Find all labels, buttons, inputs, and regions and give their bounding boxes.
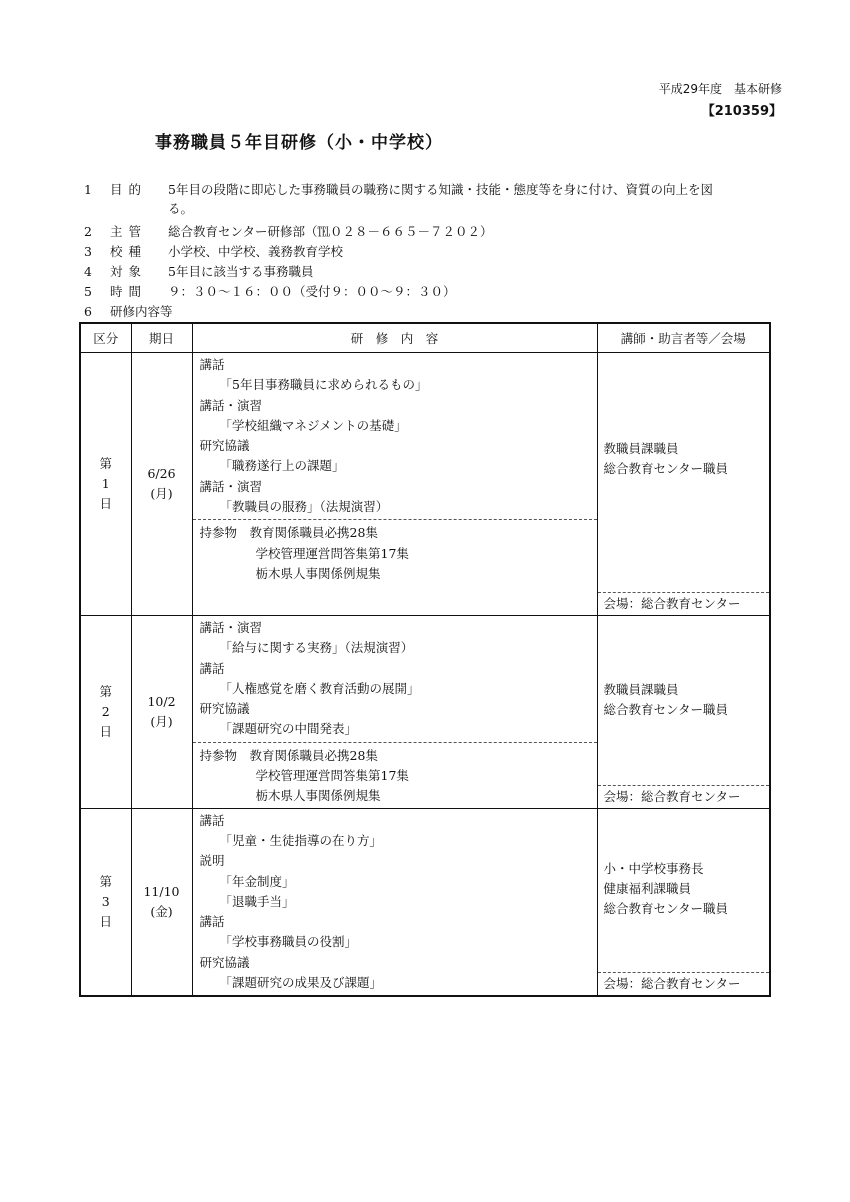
content-line: 講話 — [199, 357, 225, 372]
weekday: (金) — [150, 904, 173, 919]
date-cell — [131, 353, 192, 616]
content-line: 研究協議 — [199, 438, 250, 454]
day-char: 日 — [99, 914, 112, 929]
content-cell — [192, 616, 597, 809]
lecturer: 教職員課職員 — [603, 682, 679, 697]
day-char: 日 — [99, 723, 112, 739]
content-line: 「給与に関する実務」（法規演習） — [219, 640, 414, 656]
content-line: 講話 — [199, 812, 225, 828]
info-num: 1 — [84, 182, 92, 197]
table-row — [80, 353, 770, 616]
info-num: 2 — [84, 224, 92, 239]
date-value: 6/26 — [147, 466, 176, 481]
bring-line: 学校管理運営問答集第17集 — [255, 545, 409, 561]
content-line: 「年金制度」 — [219, 873, 295, 889]
venue: 会場：総合教育センター — [598, 785, 770, 808]
info-label: 時間 — [110, 284, 148, 299]
content-cell — [192, 808, 597, 996]
date-value: 11/10 — [143, 884, 180, 899]
content-line: 「課題研究の成果及び課題」 — [219, 975, 383, 991]
lecturer: 小・中学校事務長 — [603, 860, 704, 876]
content-line: 「学校組織マネジメントの基礎」 — [219, 417, 407, 433]
content-line: 講話・演習 — [199, 478, 263, 494]
venue: 会場：総合教育センター — [598, 972, 770, 995]
day-cell — [80, 353, 131, 616]
info-num: 6 — [84, 304, 92, 319]
header-lecturer: 講師・助言者等／会場 — [597, 323, 770, 353]
info-item-school-type — [84, 242, 774, 261]
info-num: 3 — [84, 244, 92, 259]
day-char: 第 — [99, 456, 112, 471]
lecturer-cell — [597, 353, 770, 616]
lecturer: 総合教育センター職員 — [603, 702, 729, 718]
content-cell — [192, 353, 597, 616]
info-label: 目的 — [110, 182, 148, 197]
date-cell — [131, 808, 192, 996]
header-division: 区分 — [80, 323, 131, 353]
content-line: 講話・演習 — [199, 397, 263, 413]
content-line: 「学校事務職員の役割」 — [219, 934, 358, 950]
lecturer: 総合教育センター職員 — [603, 901, 729, 917]
info-text: 小学校、中学校、義務教育学校 — [168, 244, 344, 259]
header-date: 期日 — [131, 323, 192, 353]
info-label: 校種 — [110, 244, 148, 259]
day-char: 第 — [99, 683, 112, 699]
content-line: 講話・演習 — [199, 620, 263, 635]
day-char: 1 — [101, 476, 110, 491]
day-cell — [80, 616, 131, 809]
content-line: 「退職手当」 — [219, 893, 295, 909]
bring-line: 持参物 教育関係職員必携28集 — [199, 747, 378, 763]
venue: 会場：総合教育センター — [598, 592, 770, 615]
content-line: 研究協議 — [199, 954, 250, 970]
info-item-purpose — [84, 180, 774, 218]
content-line: 「課題研究の中間発表」 — [219, 721, 358, 737]
bring-line: 学校管理運営問答集第17集 — [255, 768, 409, 784]
items-to-bring — [193, 519, 597, 585]
table-row — [80, 616, 770, 809]
info-item-target — [84, 262, 774, 281]
weekday: (月) — [150, 713, 173, 729]
table-row — [80, 808, 770, 996]
info-item-organizer — [84, 222, 774, 241]
info-label: 対象 — [110, 264, 148, 279]
bring-line: 栃木県人事関係例規集 — [255, 788, 381, 804]
info-text: 5年目に該当する事務職員 — [168, 264, 314, 279]
fiscal-year-label: 平成29年度 基本研修 — [658, 82, 782, 96]
lecturer-cell — [597, 808, 770, 996]
content-line: 説明 — [199, 853, 225, 869]
info-num: 4 — [84, 264, 92, 279]
bring-line: 持参物 教育関係職員必携28集 — [199, 525, 378, 541]
date-value: 10/2 — [147, 693, 176, 709]
content-line: 「児童・生徒指導の在り方」 — [219, 832, 383, 848]
schedule-table — [79, 322, 771, 997]
content-line: 講話 — [199, 914, 225, 930]
page-title: 事務職員５年目研修（小・中学校） — [155, 133, 443, 153]
bring-line: 栃木県人事関係例規集 — [255, 565, 381, 581]
day-char: 3 — [101, 894, 110, 909]
content-line: 研究協議 — [199, 701, 250, 717]
items-to-bring — [193, 742, 597, 808]
content-line: 「5年目事務職員に求められるもの」 — [219, 377, 428, 393]
info-text: 5年目の段階に即応した事務職員の職務に関する知識・技能・態度等を身に付け、資質の向上を図 — [168, 182, 713, 197]
content-line: 「職務遂行上の課題」 — [219, 458, 345, 474]
day-char: 2 — [101, 703, 110, 719]
lecturer: 教職員課職員 — [603, 441, 679, 456]
info-text: 研修内容等 — [110, 304, 173, 319]
info-text: ９：３０～１６：００（受付９：００～９：３０） — [168, 284, 456, 299]
info-item-contents — [84, 302, 774, 321]
day-char: 日 — [99, 496, 112, 511]
date-cell — [131, 616, 192, 809]
content-line: 「教職員の服務」（法規演習） — [219, 499, 389, 515]
info-text: 総合教育センター研修部（℡０２８－６６５－７２０２） — [168, 224, 493, 239]
content-line: 「人権感覚を磨く教育活動の展開」 — [219, 680, 420, 696]
info-item-time — [84, 282, 774, 301]
table-header-row — [80, 323, 770, 353]
info-label: 主管 — [110, 224, 148, 239]
course-code: 【210359】 — [701, 104, 782, 119]
lecturer-cell — [597, 616, 770, 809]
weekday: (月) — [150, 486, 173, 501]
lecturer: 総合教育センター職員 — [603, 461, 729, 477]
day-cell — [80, 808, 131, 996]
day-char: 第 — [99, 874, 112, 889]
info-text-wrap: る。 — [168, 201, 194, 216]
lecturer: 健康福利課職員 — [603, 880, 692, 896]
content-line: 講話 — [199, 660, 225, 676]
info-num: 5 — [84, 284, 92, 299]
header-content: 研 修 内 容 — [192, 323, 597, 353]
